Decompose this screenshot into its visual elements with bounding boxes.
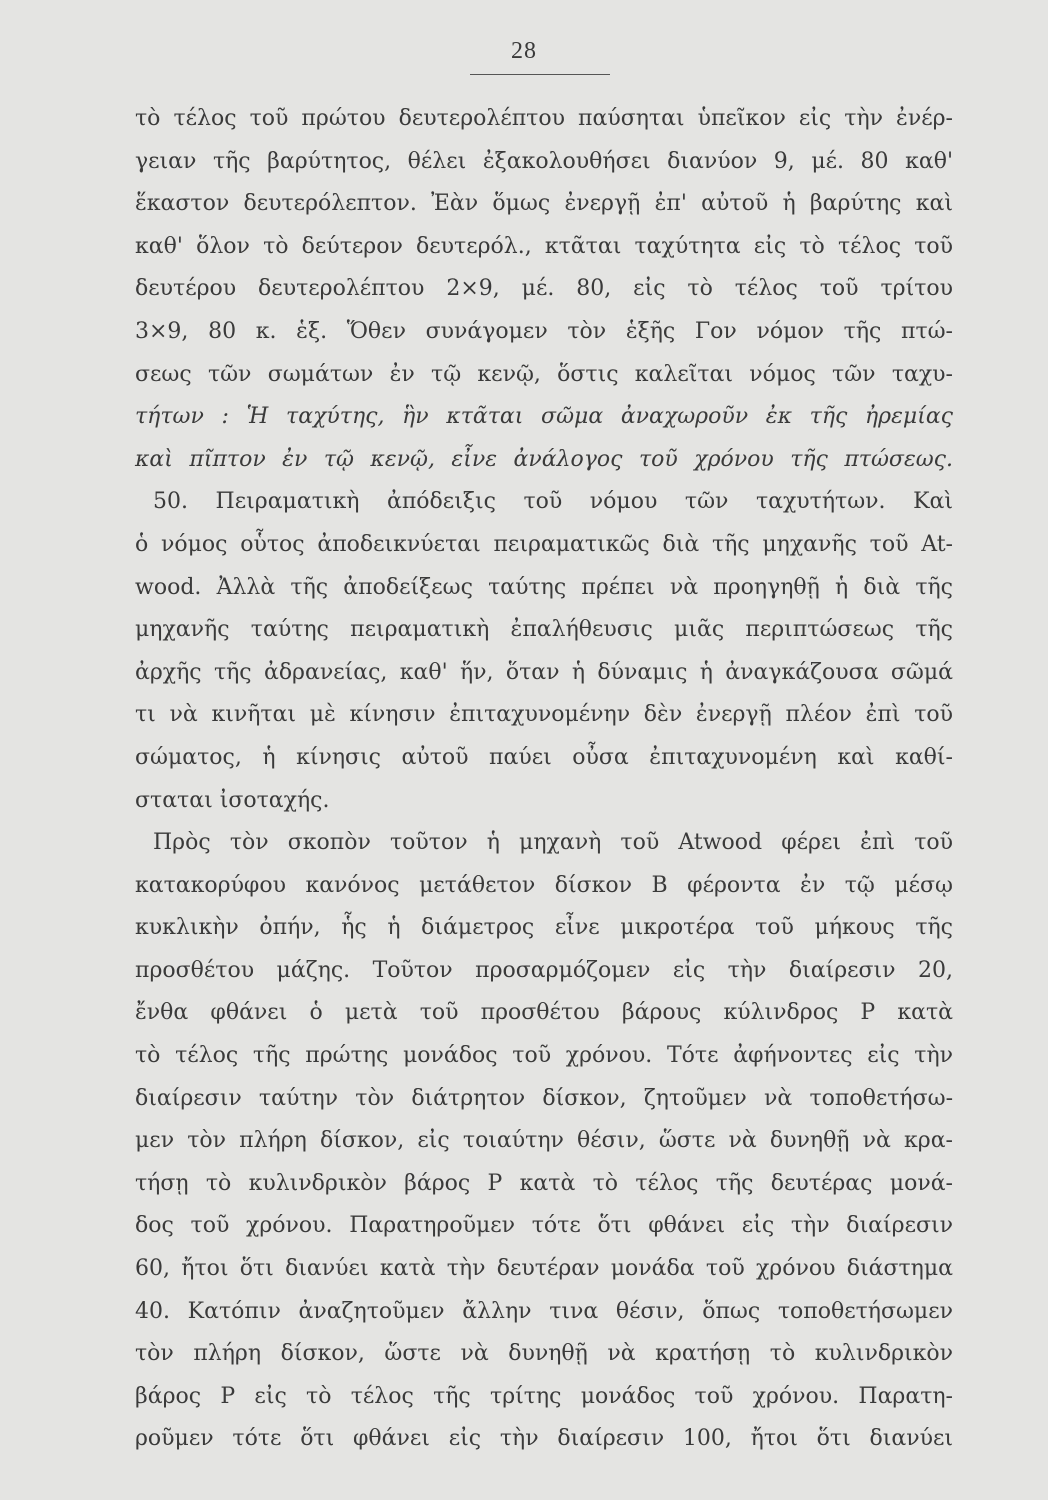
paragraph-start-line: Πρὸς τὸν σκοπὸν τοῦτον ἡ μηχανὴ τοῦ Atwood φέρει ἐπὶ τοῦ <box>153 830 953 856</box>
text-line: 40. Κατόπιν ἀναζητοῦμεν ἄλλην τινα θέσιν, ὅπως τοποθετήσωμεν <box>135 1298 953 1324</box>
text-line: κατακορύφου κανόνος μετάθετον δίσκον Β φέροντα ἐν τῷ μέσῳ <box>135 872 953 898</box>
text-line: τὸν πλήρη δίσκον, ὥστε νὰ δυνηθῇ νὰ κρατήσῃ τὸ κυλινδρικὸν <box>135 1341 953 1367</box>
text-line: ὁ νόμος οὗτος ἀποδεικνύεται πειραματικῶς διὰ τῆς μηχανῆς τοῦ At- <box>135 531 953 557</box>
text-line: 60, ἤτοι ὅτι διανύει κατὰ τὴν δευτέραν μονάδα τοῦ χρόνου διάστημα <box>135 1256 953 1282</box>
body-text <box>135 98 953 1461</box>
text-line: μηχανῆς ταύτης πειραματικὴ ἐπαλήθευσις μιᾶς περιπτώσεως τῆς <box>135 617 953 643</box>
text-line: ροῦμεν τότε ὅτι φθάνει εἰς τὴν διαίρεσιν 100, ἤτοι ὅτι διανύει <box>135 1426 953 1452</box>
text-line: σεως τῶν σωμάτων ἐν τῷ κενῷ, ὅστις καλεῖται νόμος τῶν ταχυ- <box>135 361 953 387</box>
text-line: δευτέρου δευτερολέπτου 2×9, μέ. 80, εἰς τὸ τέλος τοῦ τρίτου <box>135 276 953 302</box>
text-line-law: καὶ πῖπτον ἐν τῷ κενῷ, εἶνε ἀνάλογος τοῦ χρόνου τῆς πτώσεως. <box>135 446 953 472</box>
text-line: ἀρχῆς τῆς ἀδρανείας, καθ' ἥν, ὅταν ἡ δύναμις ἡ ἀναγκάζουσα σῶμά <box>135 659 953 685</box>
text-line: κυκλικὴν ὀπήν, ἧς ἡ διάμετρος εἶνε μικροτέρα τοῦ μήκους τῆς <box>135 915 953 941</box>
text-line: ἔνθα φθάνει ὁ μετὰ τοῦ προσθέτου βάρους κύλινδρος Ρ κατὰ <box>135 1000 953 1026</box>
text-line: 3×9, 80 κ. ἑξ. Ὅθεν συνάγομεν τὸν ἑξῆς Γον νόμον τῆς πτώ- <box>135 318 953 344</box>
text-line: τὸ τέλος τοῦ πρώτου δευτερολέπτου παύσηται ὑπεῖκον εἰς τὴν ἐνέρ- <box>135 106 953 131</box>
page-number: 28 <box>511 38 537 64</box>
section-heading-line: 50. Πειραματικὴ ἀπόδειξις τοῦ νόμου τῶν ταχυτήτων. Καὶ <box>153 489 953 515</box>
text-line: σώματος, ἡ κίνησις αὐτοῦ παύει οὖσα ἐπιταχυνομένη καὶ καθί- <box>135 744 953 770</box>
text-line: τήσῃ τὸ κυλινδρικὸν βάρος Ρ κατὰ τὸ τέλος τῆς δευτέρας μονά- <box>135 1170 953 1196</box>
text-line: βάρος Ρ εἰς τὸ τέλος τῆς τρίτης μονάδος τοῦ χρόνου. Παρατη- <box>135 1383 953 1409</box>
text-line: wood. Ἀλλὰ τῆς ἀποδείξεως ταύτης πρέπει νὰ προηγηθῇ ἡ διὰ τῆς <box>135 574 953 600</box>
text-line: γειαν τῆς βαρύτητος, θέλει ἐξακολουθήσει διανύον 9, μέ. 80 καθ' <box>135 148 953 174</box>
header-rule <box>470 74 610 75</box>
text-line: σταται ἰσοταχής. <box>135 787 330 813</box>
text-line-law: τήτων : Ἡ ταχύτης, ἣν κτᾶται σῶμα ἀναχωροῦν ἐκ τῆς ἠρεμίας <box>135 404 953 430</box>
text-line: μεν τὸν πλήρη δίσκον, εἰς τοιαύτην θέσιν, ὥστε νὰ δυνηθῇ νὰ κρα- <box>135 1128 953 1154</box>
text-line: προσθέτου μάζης. Τοῦτον προσαρμόζομεν εἰς τὴν διαίρεσιν 20, <box>135 957 953 983</box>
text-line: καθ' ὅλον τὸ δεύτερον δευτερόλ., κτᾶται ταχύτητα εἰς τὸ τέλος τοῦ <box>135 233 953 259</box>
text-line: ἕκαστον δευτερόλεπτον. Ἐὰν ὅμως ἐνεργῇ ἐπ' αὐτοῦ ἡ βαρύτης καὶ <box>135 191 953 217</box>
text-line: τὸ τέλος τῆς πρώτης μονάδος τοῦ χρόνου. Τότε ἀφήνοντες εἰς τὴν <box>135 1043 953 1069</box>
text-line: διαίρεσιν ταύτην τὸν διάτρητον δίσκον, ζητοῦμεν νὰ τοποθετήσω- <box>135 1085 953 1111</box>
text-line: τι νὰ κινῆται μὲ κίνησιν ἐπιταχυνομένην δὲν ἐνεργῇ πλέον ἐπὶ τοῦ <box>135 702 953 728</box>
text-line: δος τοῦ χρόνου. Παρατηροῦμεν τότε ὅτι φθάνει εἰς τὴν διαίρεσιν <box>135 1213 953 1239</box>
